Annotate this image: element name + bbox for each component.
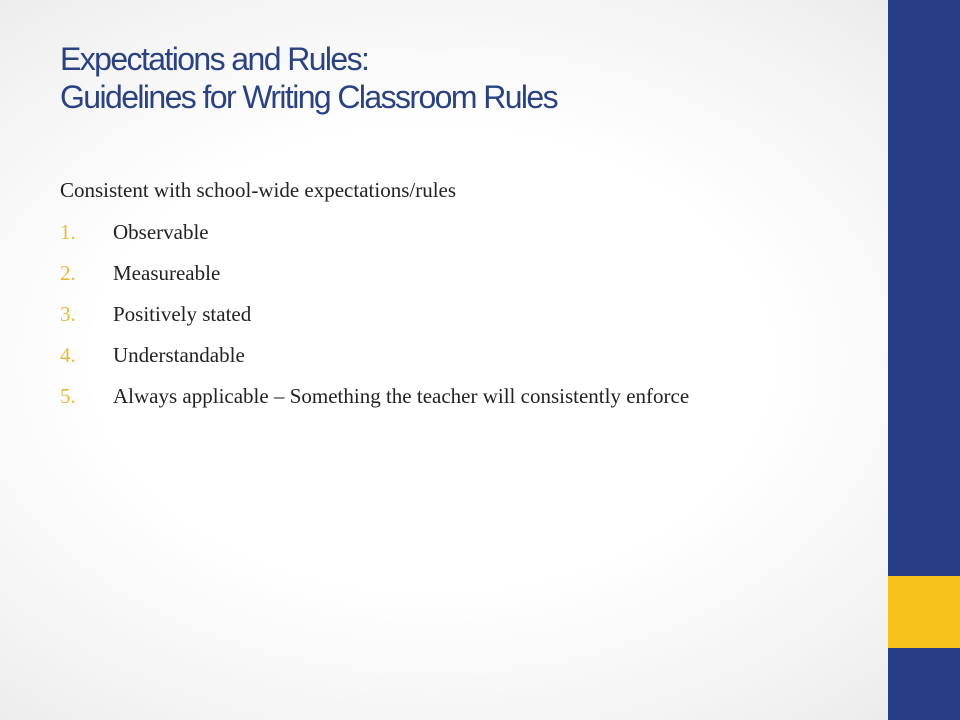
list-item-text: Measureable: [113, 261, 221, 285]
title-line-2: Guidelines for Writing Classroom Rules: [60, 79, 558, 115]
list-item: [60, 382, 860, 410]
list-number: 2.: [60, 261, 76, 285]
list-number: 1.: [60, 220, 76, 244]
slide-title: [60, 40, 860, 116]
list-item-text: Observable: [113, 220, 209, 244]
list-number: 3.: [60, 302, 76, 326]
list-item-text: Always applicable – Something the teacher will consistently enforce: [113, 384, 690, 408]
slide-body: [60, 176, 860, 423]
list-item-text: Understandable: [113, 343, 245, 367]
list-item: [60, 218, 860, 246]
list-item: [60, 341, 860, 369]
title-line-1: Expectations and Rules:: [60, 41, 369, 77]
list-item-text: Positively stated: [113, 302, 252, 326]
list-number: 5.: [60, 384, 76, 408]
accent-block: [888, 576, 960, 648]
rules-list: [60, 218, 860, 410]
list-item: [60, 300, 860, 328]
list-item: [60, 259, 860, 287]
list-number: 4.: [60, 343, 76, 367]
intro-text: Consistent with school-wide expectations/rules: [60, 178, 457, 202]
